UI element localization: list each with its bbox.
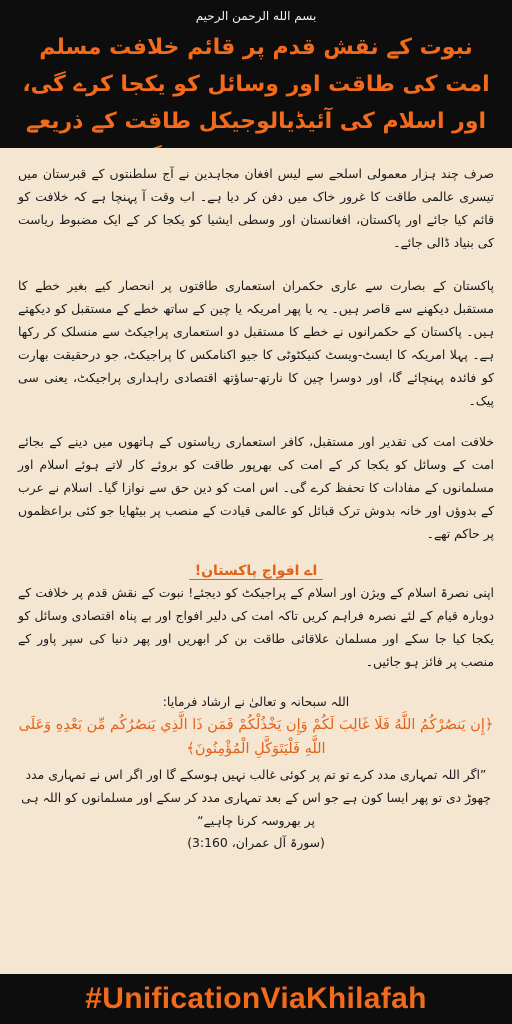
paragraph-3: خلافت امت کی تقدیر اور مستقبل، کافر استعماری ریاستوں کے ہاتھوں میں دینے کے بجائے امت کے وسائل کو یکجا کر کے امت کی بھرپور طاقت کو بروئے کار لاتے ہوئے اسلام اور مسلمانوں کے مفادات کا تحفظ کرے گی۔ اس امت کو دین حق سے نوازا گیا۔ اسلام نے عرب کے بدوؤں اور خانہ بدوش ترک قبائل کو عالمی قیادت کے منصب پر بیٹھایا جو کئی براعظموں پر حاکم تھے۔ xyxy=(18,434,494,541)
hashtag: #UnificationViaKhilafah xyxy=(85,982,427,1015)
quran-verse: ﴿إِن يَنصُرْكُمُ اللَّهُ فَلَا غَالِبَ لَكُمْ وَإِن يَخْذُلْكُمْ فَمَن ذَا الَّذِي يَنصُرُكُم مِّن بَعْدِهِ وَعَلَى اللَّهِ فَلْيَتَوَكَّلِ الْمُؤْمِنُونَ﴾ xyxy=(18,717,494,757)
header-banner xyxy=(0,0,512,148)
paragraph-4: اپنی نصرۃ اسلام کے ویژن اور اسلام کے پراجیکٹ کو دیجئے! نبوت کے نقش قدم پر خلافت کے دوبارہ قیام کے لئے نصرہ فراہم کریں تاکہ امت کی دلیر افواج اور بے پناہ اقتصادی وسائل کو یکجا کیا جا سکے اور مسلمان علاقائی طاقت بن کر ابھریں اور پھر دنیا کی سپر پاور کے منصب پر فائز ہو جائیں۔ xyxy=(18,585,494,669)
bismillah-text: بسم الله الرحمن الرحيم xyxy=(195,9,317,23)
quote-intro: اللہ سبحانہ و تعالیٰ نے ارشاد فرمایا: xyxy=(162,694,350,709)
verse-reference: (سورۃ آل عمران، 3:160) xyxy=(187,835,325,850)
paragraph-1: صرف چند ہزار معمولی اسلحے سے لیس افغان مجاہدین نے آج سلطنتوں کے قبرستان میں تیسری عالمی طاقت کا غرور خاک میں دفن کر دیا ہے۔ اب وقت آ پہنچا ہے کہ خلافت کو قائم کیا جائے اور پاکستان، افغانستان اور وسطی ایشیا کو یکجا کر کے ایک مضبوط ریاست کی بنیاد ڈالی جائے۔ xyxy=(18,166,494,250)
paragraph-2: پاکستان کے بصارت سے عاری حکمران استعماری طاقتوں پر انحصار کیے بغیر خطے کا مستقبل دیکھنے سے قاصر ہیں۔ یہ یا پھر امریکہ یا چین کے ساتھ خطے کے مستقبل کو دیکھتے ہیں۔ پاکستان کے حکمرانوں نے خطے کا مستقبل دو استعماری پراجیکٹ سے منسلک کر رکھا ہے۔ پہلا امریکہ کا ایسٹ-ویسٹ کنیکٹوٹی کا جیو اکنامکس کا پراجیکٹ، جو درحقیقت بھارت کو فائدہ پہنچائے گا، اور دوسرا چین کا نارتھ-ساؤتھ اقتصادی راہداری پراجیکٹ، یعنی سی پیک۔ xyxy=(18,278,494,408)
headline: نبوت کے نقش قدم پر قائم خلافت مسلم امت کی طاقت اور وسائل کو یکجا کرے گی، اور اسلام کی آئیڈیالوجیکل طاقت کے ذریعے xyxy=(22,35,490,134)
verse-translation: ”اگر اللہ تمہاری مدد کرے تو تم پر کوئی غالب نہیں ہوسکے گا اور اگر اس نے تمہاری مدد چھوڑ دی تو پھر ایسا کون ہے جو اس کے بعد تمہاری مدد کر سکے اور مسلمانوں کو اللہ ہی پر بھروسہ کرنا چاہیے“ xyxy=(21,767,491,828)
footer-banner xyxy=(0,974,512,1024)
section-subheading xyxy=(18,563,494,579)
content-panel xyxy=(0,148,512,974)
subheading-text: اے افواج پاکستان! xyxy=(189,563,324,580)
